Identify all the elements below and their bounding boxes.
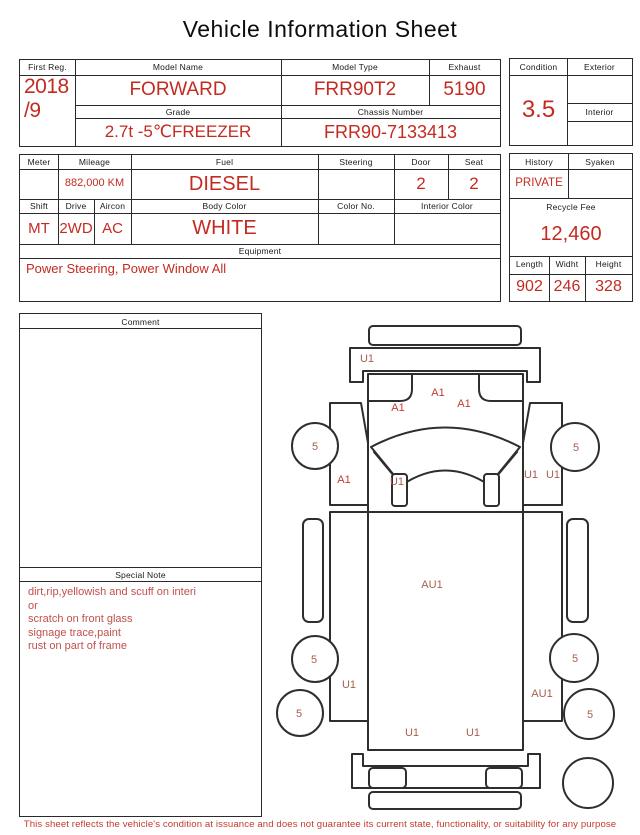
diagram-label: A1 [391,402,405,414]
seat-label: Seat [464,157,484,167]
diagram-label: 5 [310,654,318,666]
equipment-value: Power Steering, Power Window All [26,261,227,276]
comment-label: Comment [121,317,160,327]
condition-label: Condition [519,62,558,72]
diagram-label: 5 [572,442,580,454]
grade-label: Grade [165,107,191,117]
fuel-label: Fuel [215,157,234,167]
interior-color-label: Interior Color [421,201,473,211]
condition-box [509,58,633,146]
exterior-value [567,75,632,103]
comment-box [19,313,262,817]
syaken-value [568,169,632,198]
divider-line [20,244,500,245]
side-rail-right-shape [567,519,588,622]
aircon-label: Aircon [99,201,126,211]
exterior-label: Exterior [584,62,615,72]
tail-light-right-shape [486,768,522,788]
diagram-label: AU1 [421,579,443,591]
shift-value: MT [28,219,50,237]
interior-color-value [394,213,500,244]
special-note-line: dirt,rip,yellowish and scuff on interi [28,586,196,598]
interior-label: Interior [585,107,614,117]
diagram-label: U1 [341,679,357,691]
specs-table [19,154,501,302]
divider-line [510,256,632,257]
chassis-number-label: Chassis Number [357,107,424,117]
model-type-label: Model Type [332,62,378,72]
equipment-label: Equipment [238,246,282,256]
color-no-value [318,213,394,244]
tail-light-left-shape [369,768,406,788]
special-note-line: scratch on front glass [28,613,133,625]
diagram-label: A1 [431,387,445,399]
special-note-line: or [28,599,38,612]
interior-value [567,121,632,145]
diagram-label: 5 [311,441,319,453]
first-reg-value: 2018 /9 [24,75,69,122]
body-color-label: Body Color [202,201,247,211]
color-no-label: Color No. [337,201,375,211]
spare-wheel [563,758,613,808]
height-label: Height [595,259,622,269]
steering-label: Steering [339,157,373,167]
front-panel-shape [350,348,540,382]
diagram-label: 5 [586,709,594,721]
cargo-body-shape [368,512,523,750]
meter-value [20,169,58,199]
width-label: Widht [555,259,579,269]
aircon-value: AC [102,219,123,237]
special-note-line: signage trace,paint [28,626,121,639]
history-label: History [525,157,553,167]
first-reg-label: First Reg. [28,62,67,72]
recycle-fee-label: Recycle Fee [546,202,596,212]
page-title: Vehicle Information Sheet [182,16,458,42]
condition-value: 3.5 [521,96,556,124]
diagram-label: U1 [465,727,481,739]
divider-line [75,105,500,106]
diagram-label: A1 [457,398,471,410]
body-color-value: WHITE [192,217,257,239]
recycle-fee-value: 12,460 [540,223,602,245]
width-value: 246 [553,278,581,296]
door-label: Door [411,157,431,167]
model-name-value: FORWARD [129,79,227,101]
fuel-value: DIESEL [188,172,261,195]
mileage-value: 882,000 KM [64,177,125,190]
shift-label: Shift [29,201,48,211]
special-note-text [28,586,258,654]
history-box [509,153,633,302]
info-table [19,59,501,147]
door-value: 2 [416,174,426,194]
drive-value: 2WD [59,219,93,237]
vehicle-condition-diagram [270,318,618,814]
drive-label: Drive [65,201,87,211]
diagram-label: A1 [337,474,351,486]
divider-line [20,258,500,259]
front-bumper-shape [369,326,521,345]
exhaust-label: Exhaust [448,62,481,72]
seat-value: 2 [469,174,479,194]
diagram-label: U1 [523,469,539,481]
diagram-label: U1 [359,353,375,365]
special-note-line: rust on part of frame [28,640,128,652]
rear-bar-shape [369,792,521,809]
meter-label: Meter [27,157,51,167]
diagram-label: 5 [571,653,579,665]
diagram-label: 5 [295,708,303,720]
diagram-label: AU1 [531,688,553,700]
divider-line [20,199,500,200]
length-label: Length [515,259,544,269]
steering-value [318,169,394,199]
diagram-label: U1 [404,727,420,739]
diagram-label: U1 [545,469,561,481]
side-rail-left-shape [303,519,323,622]
disclaimer-text: This sheet reflects the vehicle's condition at issuance and does not guarantee its current state, functionality, or suitability for any purpose [23,819,617,830]
divider-line [510,198,632,199]
syaken-label: Syaken [585,157,615,167]
cab-corner-right-shape [479,374,523,401]
model-name-label: Model Name [152,62,204,72]
divider-line [567,103,632,104]
exhaust-value: 5190 [443,79,486,101]
history-value: PRIVATE [515,177,563,190]
height-value: 328 [595,278,622,296]
cab-corner-left-shape [368,374,412,401]
cab-step-right-shape [484,474,499,506]
length-value: 902 [516,278,543,296]
divider-line [20,328,261,329]
mileage-label: Mileage [78,157,111,167]
diagram-label: U1 [389,476,405,488]
special-note-label: Special Note [115,570,166,580]
divider-line [20,567,261,568]
divider-line [20,581,261,582]
grade-value: 2.7t -5℃FREEZER [104,122,252,142]
model-type-value: FRR90T2 [313,79,397,101]
chassis-number-value: FRR90-7133413 [323,121,458,142]
